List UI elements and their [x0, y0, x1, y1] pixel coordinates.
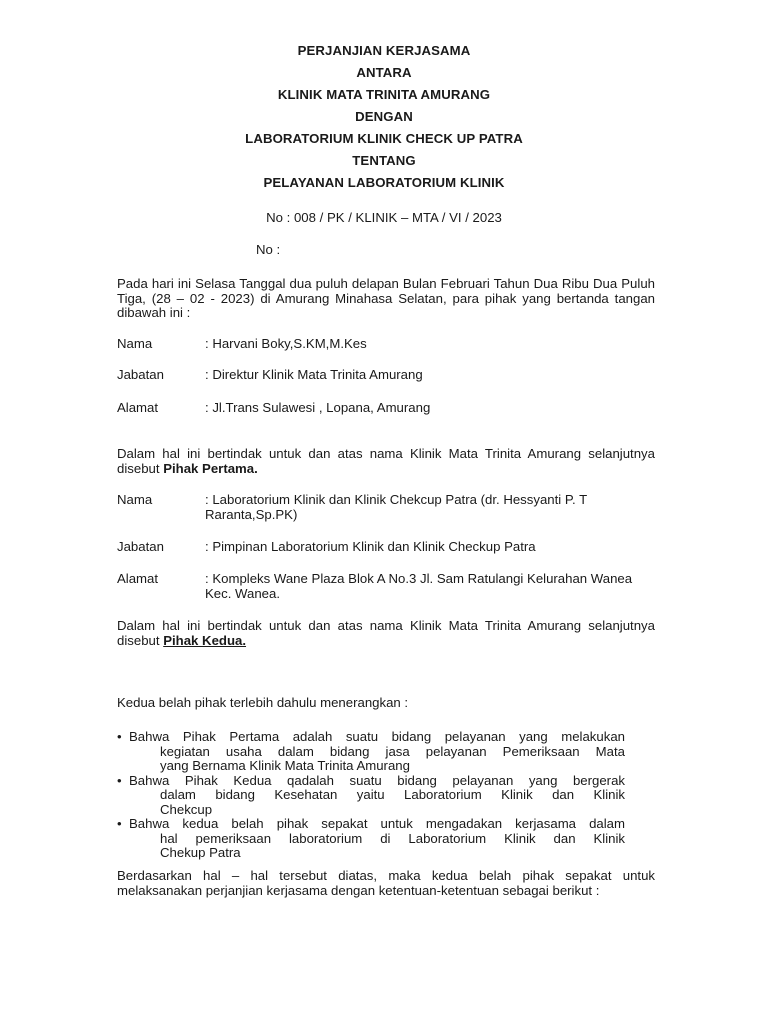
party2-name-label: Nama [117, 492, 153, 507]
party1-position-label: Jabatan [117, 367, 164, 382]
agreement-title [0, 40, 768, 194]
recitals-intro: Kedua belah pihak terlebih dahulu menerangkan : [117, 695, 409, 710]
title-line: DENGAN [355, 109, 413, 124]
agreement-number: No : 008 / PK / KLINIK – MTA / VI / 2023 [266, 210, 502, 225]
party2-statement [117, 619, 655, 648]
party1-statement-text: Dalam hal ini bertindak untuk dan atas nama Klinik Mata Trinita Amurang selanjutnya disebut [117, 446, 655, 476]
party1-statement [117, 447, 655, 476]
title-line: PELAYANAN LABORATORIUM KLINIK [263, 175, 505, 190]
party2-position-value: : Pimpinan Laboratorium Klinik dan Klinik Checkup Patra [205, 539, 536, 554]
recital-line: kegiatan usaha dalam bidang jasa pelayanan Pemeriksaan Mata [160, 743, 625, 759]
recital-first-line: Bahwa Pihak Kedua qadalah suatu bidang pelayanan yang bergerak [129, 772, 625, 788]
party1-position-value: : Direktur Klinik Mata Trinita Amurang [205, 367, 423, 382]
party2-position-label: Jabatan [117, 539, 164, 554]
title-line: ANTARA [356, 65, 412, 80]
bullet-icon: • [117, 729, 122, 744]
party2-statement-text: Dalam hal ini bertindak untuk dan atas nama Klinik Mata Trinita Amurang selanjutnya disebut [117, 618, 655, 648]
party1-name-value: : Harvani Boky,S.KM,M.Kes [205, 336, 367, 351]
recital-line: hal pemeriksaan laboratorium di Laboratorium Klinik dan Klinik [160, 830, 625, 846]
intro-paragraph: Pada hari ini Selasa Tanggal dua puluh delapan Bulan Februari Tahun Dua Ribu Dua Puluh Tiga, (28 – 02 - 2023) di Amurang Minahasa Selatan, para pihak yang bertanda tangan dibawah ini : [117, 276, 655, 320]
party1-address-value: : Jl.Trans Sulawesi , Lopana, Amurang [205, 400, 431, 415]
party1-address-label: Alamat [117, 400, 159, 415]
list-item [117, 730, 625, 774]
party2-address-label: Alamat [117, 571, 159, 586]
list-item [117, 774, 625, 818]
party2-address-value: : Kompleks Wane Plaza Blok A No.3 Jl. Sam Ratulangi Kelurahan Wanea Kec. Wanea. [205, 571, 633, 601]
recital-line: Chekcup [160, 801, 213, 817]
bullet-icon: • [117, 772, 122, 788]
party1-name-label: Nama [117, 336, 153, 351]
party2-role: Pihak Kedua. [163, 632, 247, 648]
recital-line: Chekup Patra [160, 845, 241, 860]
recital-continuation [129, 788, 625, 817]
title-line: KLINIK MATA TRINITA AMURANG [277, 87, 491, 102]
recital-first-line: Bahwa Pihak Pertama adalah suatu bidang pelayanan yang melakukan [129, 729, 625, 744]
recital-line: dalam bidang Kesehatan yaitu Laboratorium Klinik dan Klinik [160, 787, 625, 802]
title-line: PERJANJIAN KERJASAMA [297, 43, 471, 58]
recital-continuation [129, 832, 625, 861]
agreement-number-blank: No : [256, 242, 281, 257]
bullet-icon: • [117, 816, 122, 831]
recital-first-line: Bahwa kedua belah pihak sepakat untuk mengadakan kerjasama dalam [129, 816, 625, 831]
closing-paragraph: Berdasarkan hal – hal tersebut diatas, maka kedua belah pihak sepakat untuk melaksanakan perjanjian kerjasama dengan ketentuan-ketentuan sebagai berikut : [117, 868, 655, 898]
recitals-list [117, 730, 625, 861]
title-line: TENTANG [352, 153, 416, 168]
party1-role: Pihak Pertama. [163, 460, 258, 476]
recital-continuation [129, 745, 625, 774]
list-item [117, 817, 625, 861]
title-line: LABORATORIUM KLINIK CHECK UP PATRA [245, 131, 523, 146]
party2-name-value: : Laboratorium Klinik dan Klinik Chekcup Patra (dr. Hessyanti P. T Raranta,Sp.PK) [205, 492, 587, 522]
recital-line: yang Bernama Klinik Mata Trinita Amurang [160, 758, 410, 773]
